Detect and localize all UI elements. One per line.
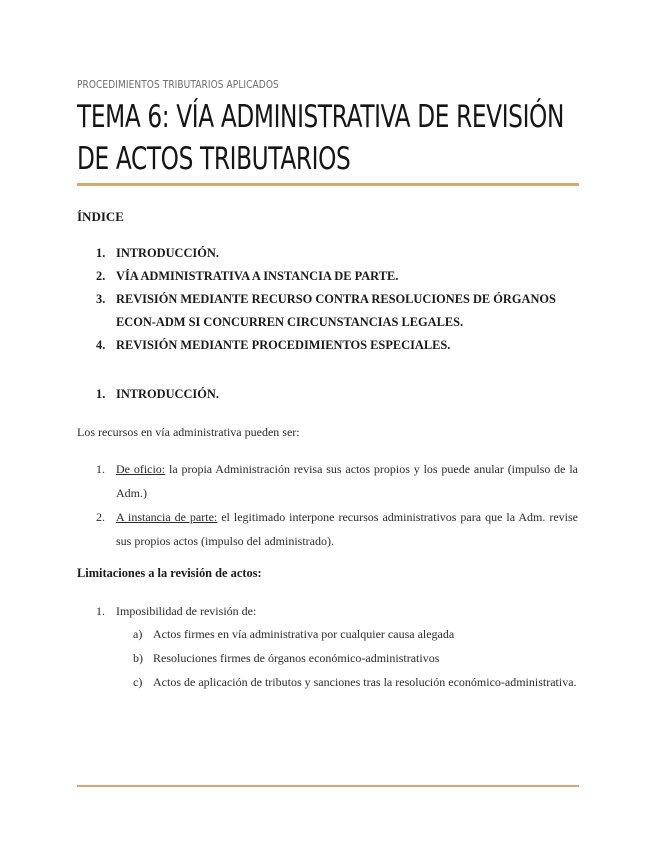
sublist-item — [133, 646, 578, 670]
index-item-text: VÍA ADMINISTRATIVA A INSTANCIA DE PARTE. — [116, 269, 399, 283]
sublist-item-text: Actos de aplicación de tributos y sanciones tras la resolución económico-administrativa. — [153, 675, 577, 689]
list-item-text: el legitimado interpone recursos administrativos para que la Adm. revise sus propios actos (impulso del administrado). — [116, 510, 578, 548]
sublist-item — [133, 622, 578, 646]
index-item — [96, 265, 580, 288]
list-item-number: 2. — [96, 510, 105, 524]
sublist-item — [133, 670, 578, 694]
section-title: INTRODUCCIÓN. — [116, 387, 219, 401]
index-item — [96, 288, 580, 334]
index-item-text: REVISIÓN MEDIANTE PROCEDIMIENTOS ESPECIALES. — [116, 338, 451, 352]
section-heading — [96, 387, 219, 402]
limitation-number: 1. — [96, 604, 105, 618]
list-item-label: A instancia de parte: — [116, 510, 218, 524]
recourse-types-list — [96, 457, 578, 553]
sublist-item-letter: a) — [133, 627, 143, 641]
index-item-number: 4. — [96, 338, 106, 352]
footer-divider — [77, 785, 579, 787]
list-item-number: 1. — [96, 462, 105, 476]
limitation-text: Imposibilidad de revisión de: — [116, 604, 257, 618]
sublist-item-text: Actos firmes en vía administrativa por cualquier causa alegada — [153, 627, 455, 641]
intro-paragraph: Los recursos en vía administrativa pueden ser: — [77, 425, 300, 439]
limitation-sublist — [133, 622, 578, 694]
index-list — [96, 242, 580, 357]
index-heading: ÍNDICE — [77, 209, 124, 224]
index-item-number: 1. — [96, 246, 106, 260]
index-item-text: INTRODUCCIÓN. — [116, 246, 219, 260]
sublist-item-letter: c) — [133, 675, 143, 689]
index-item-number: 2. — [96, 269, 106, 283]
index-item-text: REVISIÓN MEDIANTE RECURSO CONTRA RESOLUCIONES DE ÓRGANOS ECON-ADM SI CONCURREN CIRCUNSTANCIAS LEGALES. — [116, 292, 556, 329]
index-item — [96, 242, 580, 265]
page-title: TEMA 6: VÍA ADMINISTRATIVA DE REVISIÓN DE ACTOS TRIBUTARIOS — [77, 99, 564, 177]
sublist-item-text: Resoluciones firmes de órganos económico-administrativos — [153, 651, 440, 665]
limitations-heading: Limitaciones a la revisión de actos: — [77, 566, 262, 580]
sublist-item-letter: b) — [133, 651, 143, 665]
index-item — [96, 334, 580, 357]
header-divider — [77, 183, 579, 186]
section-number: 1. — [96, 387, 106, 401]
index-item-number: 3. — [96, 292, 106, 306]
list-item-text: la propia Administración revisa sus actos propios y los puede anular (impulso de la Adm.) — [116, 462, 578, 500]
list-item-label: De oficio: — [116, 462, 166, 476]
list-item — [96, 457, 578, 505]
limitation-item — [96, 599, 578, 623]
list-item — [96, 505, 578, 553]
course-subject: PROCEDIMIENTOS TRIBUTARIOS APLICADOS — [77, 78, 279, 91]
